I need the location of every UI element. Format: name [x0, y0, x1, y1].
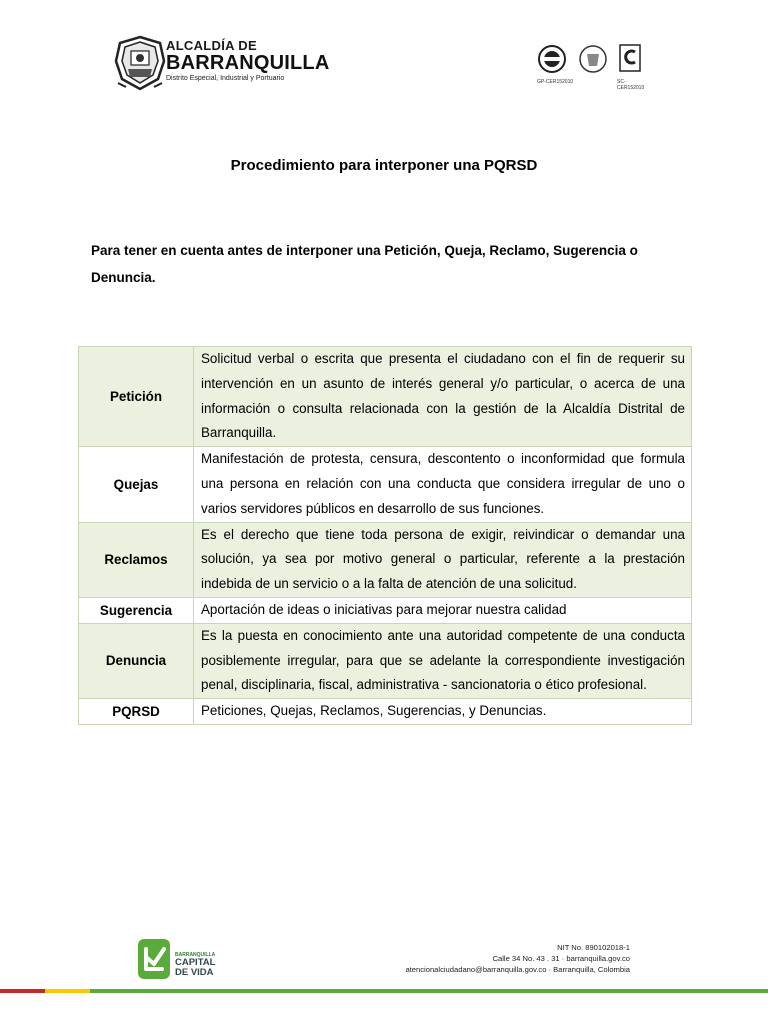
cert-code-1: GP-CER152010	[537, 79, 574, 85]
org-tagline: Distrito Especial, Industrial y Portuario	[166, 75, 285, 82]
term-cell: Petición	[79, 347, 194, 447]
footer-contact: atencionalciudadano@barranquilla.gov.co · Barranquilla, Colombia	[405, 965, 630, 974]
table-row	[79, 699, 692, 725]
table-row	[79, 623, 692, 698]
alcaldia-logo	[110, 33, 330, 93]
capital-de-vida-icon	[136, 937, 172, 981]
table-row	[79, 347, 692, 447]
org-name-line2: BARRANQUILLA	[166, 52, 330, 74]
footer-brand-line1: BARRANQUILLA	[175, 952, 216, 958]
table-row	[79, 447, 692, 522]
footer-nit: NIT No. 890102018-1	[557, 943, 630, 952]
table-row	[79, 522, 692, 597]
definition-cell: Peticiones, Quejas, Reclamos, Sugerencias, y Denuncias.	[194, 699, 692, 725]
org-name-line1: ALCALDÍA DE	[166, 38, 257, 53]
document-title: Procedimiento para interponer una PQRSD	[230, 157, 538, 174]
intro-text: Para tener en cuenta antes de interponer una Petición, Queja, Reclamo, Sugerencia o Denuncia.	[91, 243, 638, 285]
footer-brand-line2: CAPITAL	[175, 957, 216, 968]
definition-cell: Es el derecho que tiene toda persona de exigir, reivindicar o demandar una solución, ya sea por motivo general o particular, referente a la prestación indebida de un servicio o a la falta de atención de una solicitud.	[194, 522, 692, 597]
capital-de-vida-logo	[136, 937, 226, 981]
footer-bar-green	[90, 989, 768, 993]
city-seal-icon	[110, 33, 170, 93]
footer-brand-line3: DE VIDA	[175, 967, 214, 978]
definition-cell: Es la puesta en conocimiento ante una autoridad competente de una conducta posiblemente irregular, para que se adelante la correspondiente investigación penal, disciplinaria, fiscal, administrativa - sancionatoria o ético profesional.	[194, 623, 692, 698]
certification-logos	[533, 42, 643, 90]
pqrsd-definitions-table	[78, 346, 692, 725]
term-cell: Sugerencia	[79, 597, 194, 623]
cert-code-2: SC-CER152010	[617, 79, 645, 91]
term-cell: Quejas	[79, 447, 194, 522]
definition-cell: Solicitud verbal o escrita que presenta el ciudadano con el fin de requerir su intervención en un asunto de interés general y/o particular, o acerca de una información o consulta relacionada con la gestión de la Alcaldía Distrital de Barranquilla.	[194, 347, 692, 447]
footer-bar-red	[0, 989, 45, 993]
table-row	[79, 597, 692, 623]
definition-cell: Aportación de ideas o iniciativas para mejorar nuestra calidad	[194, 597, 692, 623]
footer-bar-yellow	[45, 989, 90, 993]
definition-cell: Manifestación de protesta, censura, descontento o inconformidad que formula una persona en relación con una conducta que considera irregular de uno o varios servidores públicos en desarrollo de sus funciones.	[194, 447, 692, 522]
term-cell: Reclamos	[79, 522, 194, 597]
footer-contact-info	[405, 942, 630, 975]
term-cell: Denuncia	[79, 623, 194, 698]
footer-address: Calle 34 No. 43 . 31 · barranquilla.gov.co	[492, 954, 630, 963]
footer-color-bar	[0, 989, 768, 993]
term-cell: PQRSD	[79, 699, 194, 725]
